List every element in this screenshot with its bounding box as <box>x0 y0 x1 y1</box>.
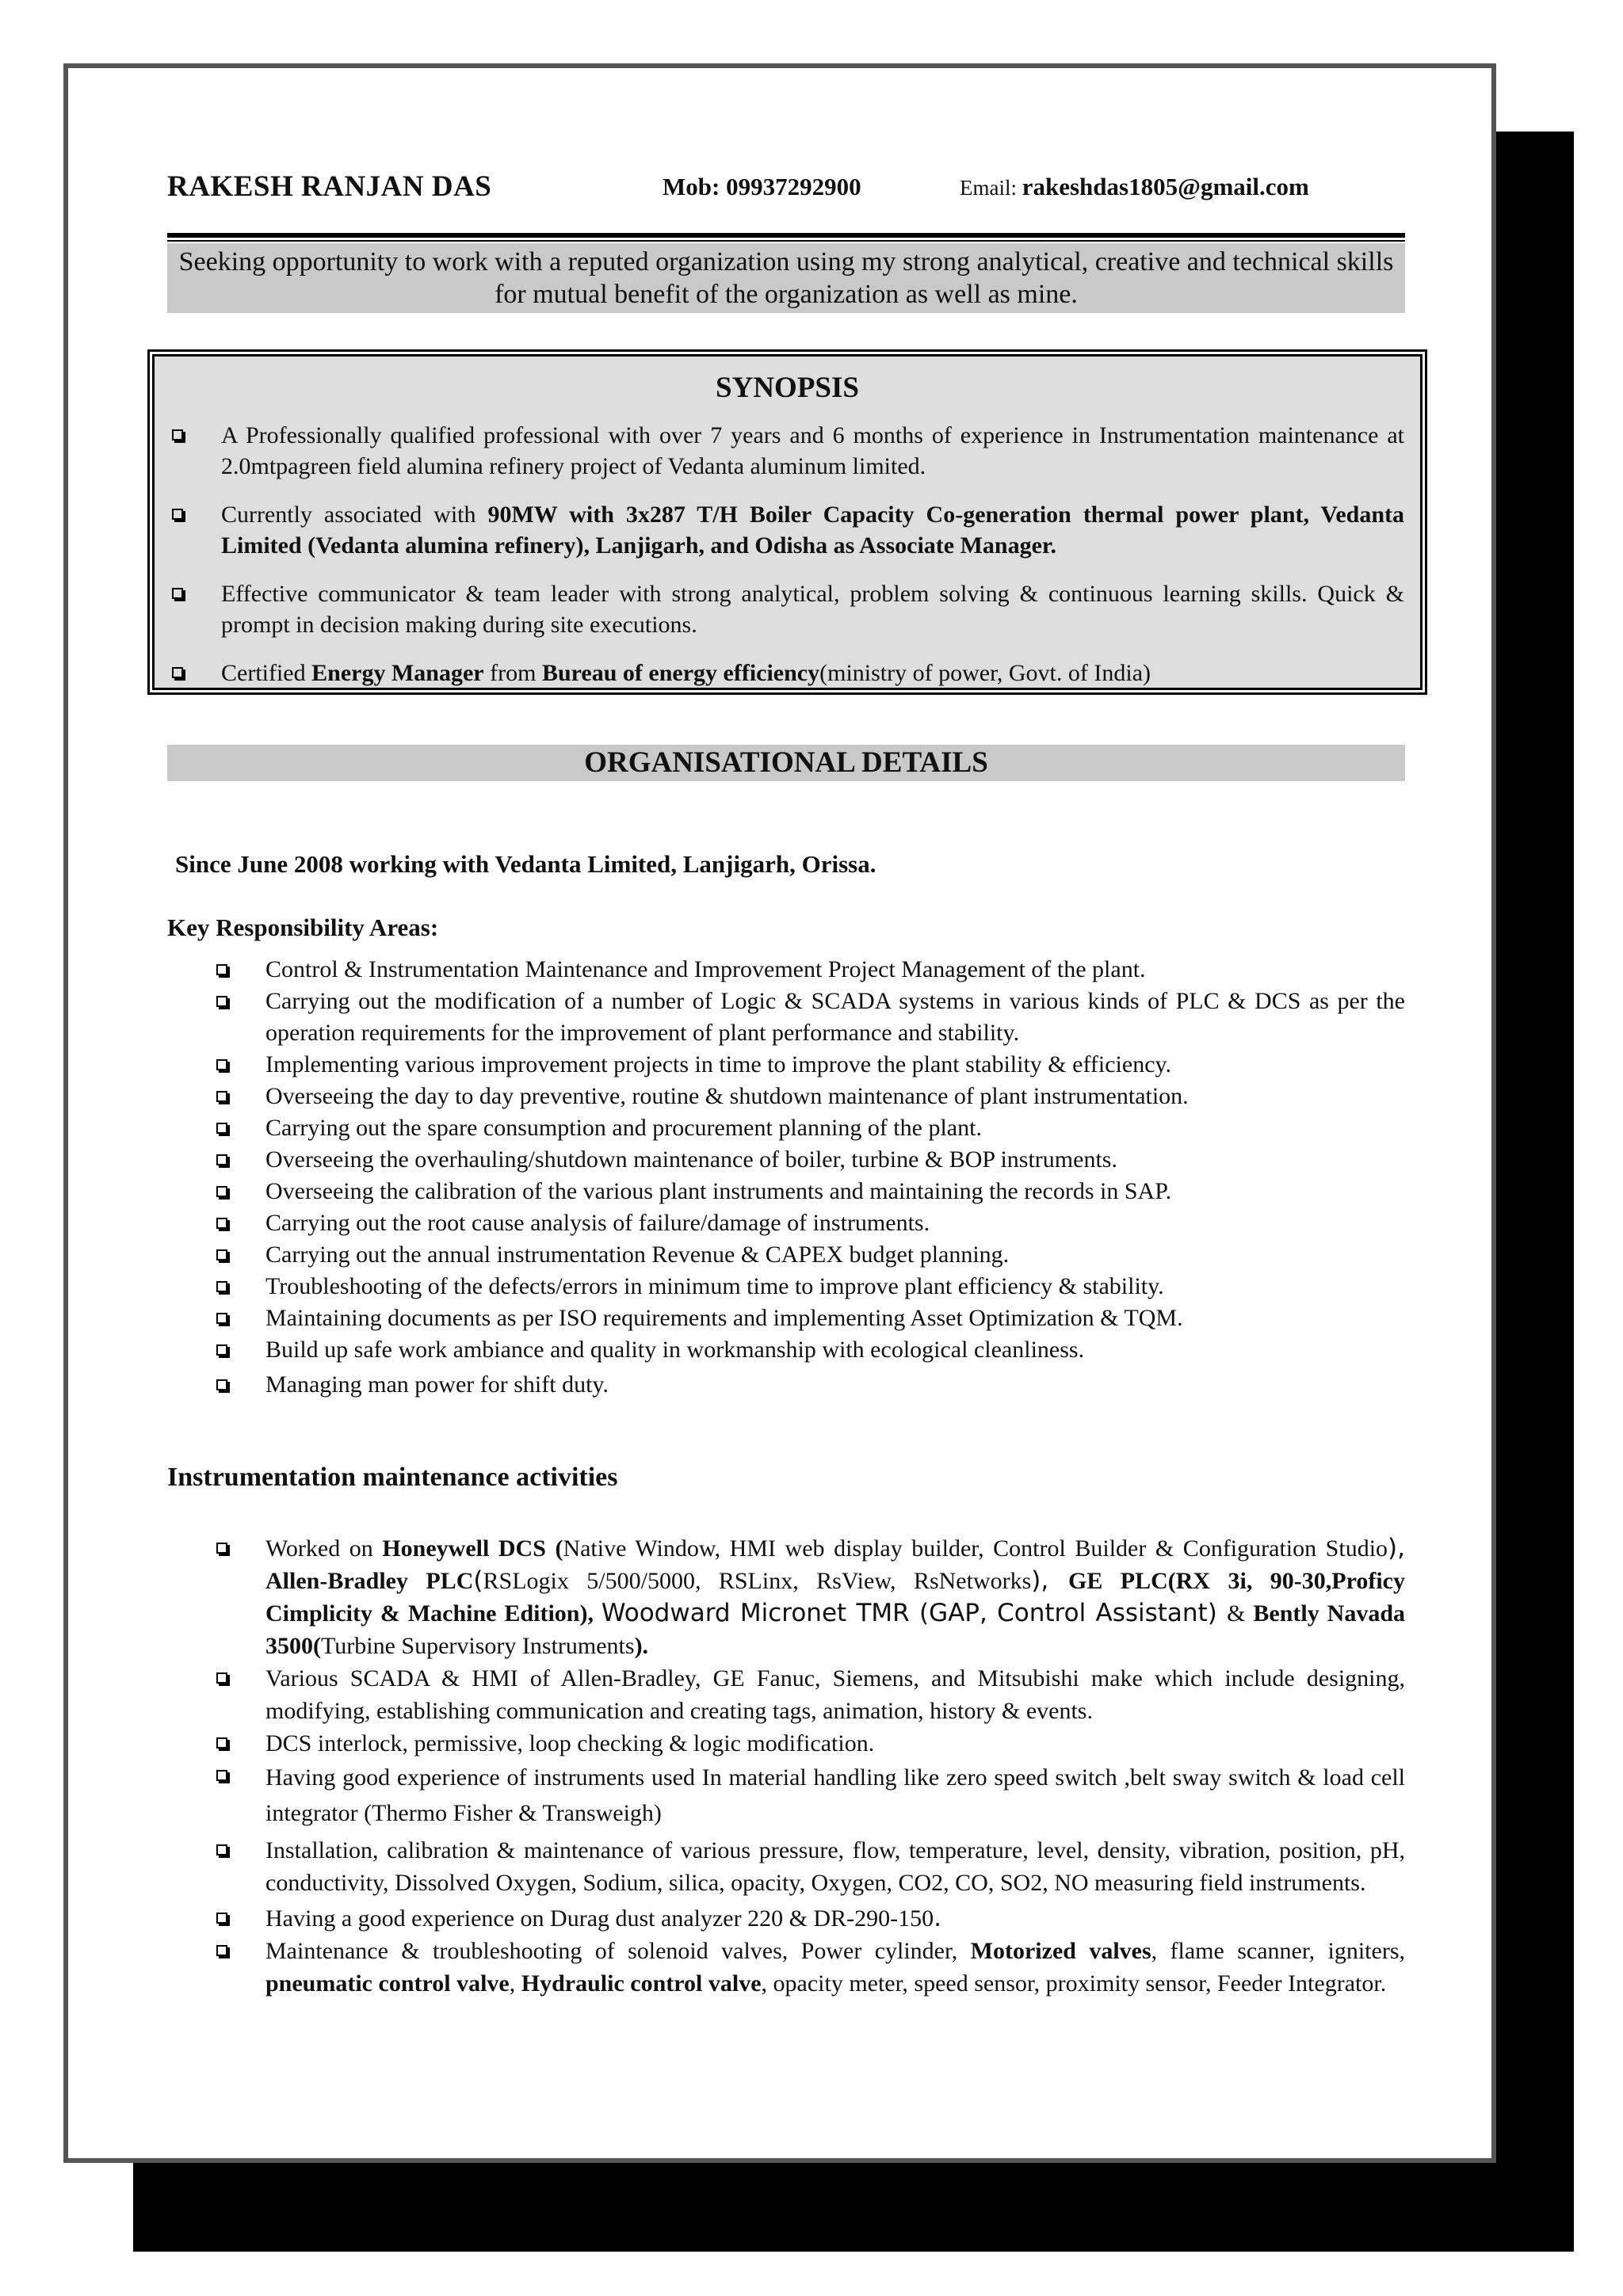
kra-text: Control & Instrumentation Maintenance and Improvement Project Management of the plant. <box>265 956 1146 982</box>
email-value: rakeshdas1805@gmail.com <box>1022 173 1309 200</box>
synopsis-item <box>172 658 1404 688</box>
checkbox-bullet-icon <box>172 588 183 599</box>
checkbox-bullet-icon <box>216 1737 227 1749</box>
instrumentation-item <box>216 1532 1405 1662</box>
kra-item <box>216 1176 1405 1207</box>
kra-heading: Key Responsibility Areas: <box>167 913 439 941</box>
instrumentation-item <box>216 1662 1405 1727</box>
checkbox-bullet-icon <box>172 429 183 441</box>
synopsis-box <box>147 349 1427 695</box>
synopsis-text: Certified <box>221 660 312 686</box>
instrumentation-heading: Instrumentation maintenance activities <box>167 1463 618 1492</box>
synopsis-title: SYNOPSIS <box>716 372 859 404</box>
synopsis-text: from <box>483 660 542 686</box>
kra-list <box>216 954 1405 1401</box>
kra-text: Overseeing the day to day preventive, routine & shutdown maintenance of plant instrumentation. <box>265 1083 1189 1109</box>
kra-item <box>216 1302 1405 1334</box>
inst-bold-text: pneumatic control valve <box>265 1970 510 1997</box>
checkbox-bullet-icon <box>216 1770 227 1781</box>
checkbox-bullet-icon <box>216 1249 227 1261</box>
kra-text: Overseeing the calibration of the various plant instruments and maintaining the records in SAP. <box>265 1178 1172 1204</box>
inst-text: DCS interlock, permissive, loop checking & logic modification. <box>265 1730 875 1756</box>
kra-text: Carrying out the modification of a number of Logic & SCADA systems in various kinds of PLC & DCS as per the operation requirements for the improvement of plant performance and stability. <box>265 988 1405 1046</box>
checkbox-bullet-icon <box>216 996 227 1007</box>
checkbox-bullet-icon <box>216 1059 227 1070</box>
checkbox-bullet-icon <box>216 1379 227 1390</box>
inst-text: RSLogix 5/500/5000, RSLinx, RsView, RsNetworks <box>483 1568 1032 1594</box>
checkbox-bullet-icon <box>216 1154 227 1165</box>
checkbox-bullet-icon <box>216 1186 227 1197</box>
checkbox-bullet-icon <box>216 1123 227 1134</box>
synopsis-list <box>172 420 1404 688</box>
inst-text: ( <box>473 1566 483 1595</box>
kra-item <box>216 986 1405 1049</box>
kra-item <box>216 1112 1405 1144</box>
inst-bold-text: Motorized valves <box>970 1938 1151 1964</box>
synopsis-inner <box>152 354 1423 690</box>
kra-text: Carrying out the spare consumption and procurement planning of the plant. <box>265 1115 982 1141</box>
checkbox-bullet-icon <box>172 509 183 520</box>
checkbox-bullet-icon <box>216 1543 227 1554</box>
inst-text: Having a good experience on Durag dust analyzer 220 & DR-290-150 <box>265 1905 934 1932</box>
checkbox-bullet-icon <box>216 1218 227 1229</box>
instrumentation-item <box>216 1760 1405 1831</box>
header <box>167 170 1405 209</box>
resume-page <box>63 63 1496 2163</box>
checkbox-bullet-icon <box>216 1945 227 1956</box>
kra-item <box>216 1049 1405 1081</box>
kra-item <box>216 1239 1405 1271</box>
organisational-details-heading: ORGANISATIONAL DETAILS <box>167 745 1405 781</box>
inst-text: Native Window, HMI web display builder, Control Builder & Configuration Studio <box>563 1535 1388 1562</box>
kra-item <box>216 1144 1405 1176</box>
inst-bold-text: Hydraulic control valve <box>521 1970 762 1997</box>
inst-text: , flame scanner, igniters, <box>1151 1938 1405 1964</box>
checkbox-bullet-icon <box>216 1913 227 1924</box>
inst-bold-text: ). <box>634 1633 649 1659</box>
synopsis-bold-text: Bureau of energy efficiency <box>541 660 820 686</box>
kra-text: Managing man power for shift duty. <box>265 1371 609 1398</box>
synopsis-text: (ministry of power, Govt. of India) <box>819 660 1151 686</box>
checkbox-bullet-icon <box>216 1672 227 1684</box>
checkbox-bullet-icon <box>216 1313 227 1324</box>
kra-item <box>216 1334 1405 1366</box>
inst-bold-text: Bently Navada 3500( <box>265 1600 1406 1659</box>
inst-text: Turbine Supervisory Instruments <box>321 1633 635 1659</box>
synopsis-item <box>172 499 1404 561</box>
inst-text: ), <box>1031 1566 1069 1595</box>
inst-text: . <box>934 1904 941 1932</box>
kra-item <box>216 1207 1405 1239</box>
checkbox-bullet-icon <box>216 1344 227 1356</box>
instrumentation-item <box>216 1727 1405 1760</box>
inst-text: Installation, calibration & maintenance of various pressure, flow, temperature, level, density, vibration, position, pH, conductivity, Dissolved Oxygen, Sodium, silica, opacity, Oxygen, CO2, CO, SO2, NO measuring field instruments. <box>265 1837 1405 1896</box>
objective-statement: Seeking opportunity to work with a reputed organization using my strong analytical, creative and technical skills for mutual benefit of the organization as well as mine. <box>167 243 1405 313</box>
synopsis-text: Effective communicator & team leader with strong analytical, problem solving & continuous learning skills. Quick & prompt in decision making during site executions. <box>221 581 1404 638</box>
candidate-name: RAKESH RANJAN DAS <box>167 170 492 203</box>
synopsis-bold-text: Energy Manager <box>311 660 484 686</box>
synopsis-item <box>172 578 1404 640</box>
checkbox-bullet-icon <box>216 1844 227 1855</box>
inst-text: ), <box>1388 1534 1405 1562</box>
kra-text: Troubleshooting of the defects/errors in minimum time to improve plant efficiency & stability. <box>265 1273 1164 1299</box>
synopsis-item <box>172 420 1404 482</box>
synopsis-text: Currently associated with <box>221 502 488 528</box>
kra-text: Overseeing the overhauling/shutdown maintenance of boiler, turbine & BOP instruments. <box>265 1146 1117 1173</box>
inst-text: Various SCADA & HMI of Allen-Bradley, GE Fanuc, Siemens, and Mitsubishi make which include designing, modifying, establishing communication and creating tags, animation, history & events. <box>265 1665 1405 1724</box>
inst-text: , opacity meter, speed sensor, proximity sensor, Feeder Integrator. <box>761 1970 1387 1997</box>
instrumentation-item <box>216 1902 1405 1935</box>
kra-text: Carrying out the root cause analysis of failure/damage of instruments. <box>265 1210 930 1236</box>
kra-text: Carrying out the annual instrumentation Revenue & CAPEX budget planning. <box>265 1241 1010 1268</box>
kra-item <box>216 1271 1405 1302</box>
employment-since: Since June 2008 working with Vedanta Limited, Lanjigarh, Orissa. <box>175 850 876 878</box>
inst-text: , <box>509 1970 521 1997</box>
kra-item <box>216 954 1405 986</box>
checkbox-bullet-icon <box>216 964 227 975</box>
inst-text: Having good experience of instruments used In material handling like zero speed switch ,belt sway switch & load cell integrator (Thermo Fisher & Transweigh) <box>265 1764 1405 1826</box>
checkbox-bullet-icon <box>216 1281 227 1292</box>
inst-bold-text: Allen-Bradley PLC <box>265 1568 474 1594</box>
header-rule-thin <box>167 240 1405 242</box>
instrumentation-item <box>216 1935 1405 2000</box>
inst-text: & <box>1227 1600 1254 1627</box>
checkbox-bullet-icon <box>172 667 183 678</box>
synopsis-text: A Professionally qualified professional with over 7 years and 6 months of experience in Instrumentation maintenance at 2.0mtpagreen field alumina refinery project of Vedanta aluminum limited. <box>221 422 1404 479</box>
instrumentation-item <box>216 1834 1405 1899</box>
inst-bold-text: Honeywell DCS ( <box>382 1535 563 1562</box>
mobile-number: Mob: 09937292900 <box>663 173 861 200</box>
kra-text: Implementing various improvement projects in time to improve the plant stability & efficiency. <box>265 1051 1172 1077</box>
email <box>960 173 1309 201</box>
kra-item <box>216 1369 1405 1401</box>
checkbox-bullet-icon <box>216 1091 227 1102</box>
header-rule <box>167 233 1405 238</box>
kra-item <box>216 1081 1405 1112</box>
kra-text: Build up safe work ambiance and quality in workmanship with ecological cleanliness. <box>265 1337 1085 1363</box>
inst-text: Maintenance & troubleshooting of solenoid valves, Power cylinder, <box>265 1938 971 1964</box>
inst-text: Woodward Micronet TMR (GAP, Control Assistant) <box>601 1599 1228 1627</box>
kra-text: Maintaining documents as per ISO requirements and implementing Asset Optimization & TQM. <box>265 1305 1183 1331</box>
instrumentation-list <box>216 1532 1405 2000</box>
email-label: Email: <box>960 176 1017 200</box>
inst-bold-text: GE PLC(RX 3i, 90-30,Proficy Cimplicity & Machine Edition), <box>265 1568 1405 1627</box>
synopsis-bold-text: 90MW with 3x287 T/H Boiler Capacity Co-generation thermal power plant, Vedanta Limited (Vedanta alumina refinery), Lanjigarh, and Odisha as Associate Manager. <box>221 502 1404 559</box>
inst-text: Worked on <box>265 1535 383 1562</box>
